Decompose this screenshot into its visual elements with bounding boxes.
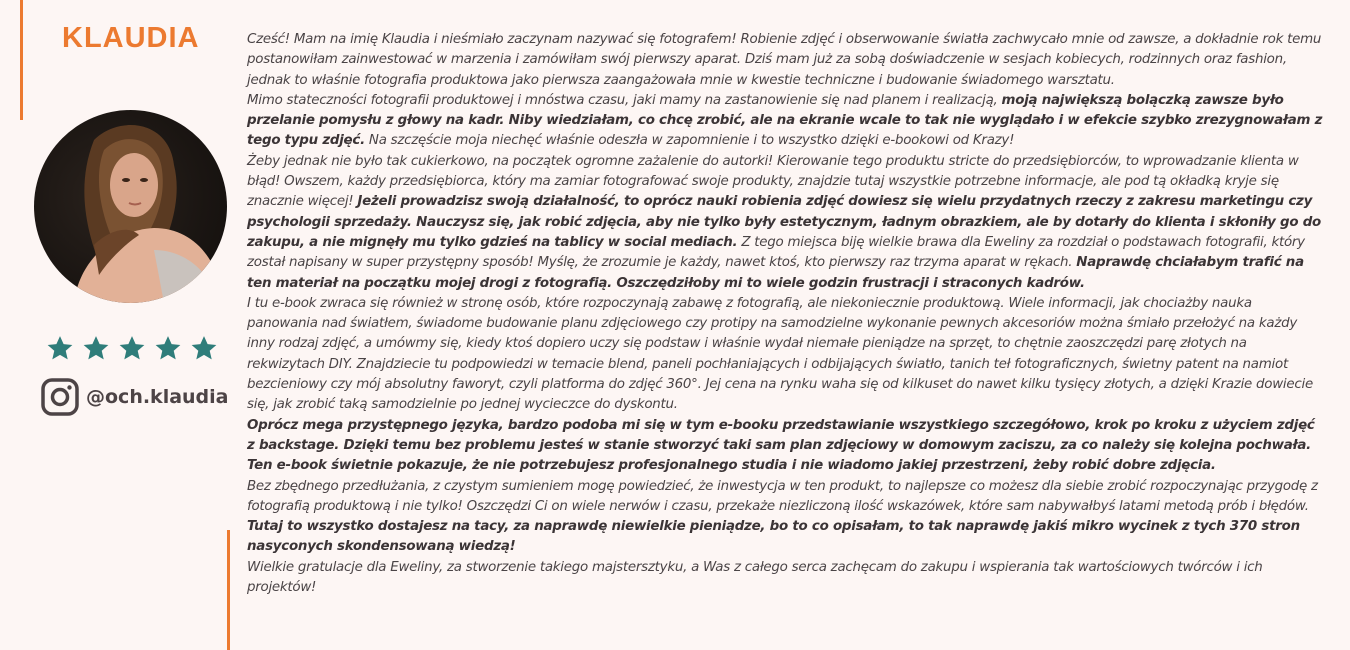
review-paragraph: Żeby jednak nie było tak cukierkowo, na początek ogromne zażalenie do autorki! Kierowanie tego produktu stricte do przedsiębiorców, to wprowadzanie klienta w błąd! Owszem, każdy przedsiębiorca, który ma zamiar fotografować swoje produkty, znajdzie tutaj wszystkie potrzebne informacje, ale pod tą okładką kryje się znacznie więcej! Jeżeli prowadzisz swoją działalność, to oprócz nauki robienia zdjęć dowiesz się wielu przydatnych rzeczy z zakresu marketingu czy psychologii sprzedaży. Nauczysz się, jak robić zdjęcia, aby nie tylko były estetycznym, ładnym obrazkiem, ale by dotarły do klienta i skłoniły go do zakupu, a nie mignęły mu tylko gdzieś na tablicy w social mediach. Z tego miejsca biję wielkie brawa dla Eweliny za rozdział o podstawach fotografii, który został napisany w super przystępny sposób! Myślę, że zrozumie je każdy, nawet ktoś, kto pierwszy raz trzyma aparat w rękach. Naprawdę chciałabym trafić na ten materiał na początku mojej drogi z fotografią. Oszczędziłoby mi to wiele godzin frustracji i straconych kadrów.	[247, 153, 1321, 291]
accent-line	[20, 0, 23, 120]
star-icon	[82, 334, 110, 362]
review-paragraph: Oprócz mega przystępnego języka, bardzo podoba mi się w tym e-booku przedstawianie wszystkiego szczegółowo, krok po kroku z użyciem zdjęć z backstage. Dzięki temu bez problemu jesteś w stanie stworzyć taki sam plan zdjęciowy w domowym zaciszu, za co należy się kolejna pochwała. Ten e-book świetnie pokazuje, że nie potrzebujesz profesjonalnego studia i nie wiadomo jakiej przestrzeni, żeby robić dobre zdjęcia.	[247, 417, 1315, 474]
star-icon	[190, 334, 218, 362]
review-paragraph: Wielkie gratulacje dla Eweliny, za stworzenie takiego majstersztyku, a Was z całego serca zachęcam do zakupu i wspierania tak wartościowych twórców i ich projektów!	[247, 559, 1263, 596]
rating-stars	[46, 334, 218, 362]
review-paragraph: Mimo stateczności fotografii produktowej i mnóstwa czasu, jaki mamy na zastanowienie się nad planem i realizacją, moją największą bolączką zawsze było przelanie pomysłu z głowy na kadr. Niby wiedziałam, co chcę zrobić, ale na ekranie wcale to tak nie wyglądało i w efekcie szybko zrezygnowałam z tego typu zdjęć. Na szczęście moja niechęć właśnie odeszła w zapomnienie i to wszystko dzięki e-bookowi od Krazy!	[247, 92, 1323, 149]
star-icon	[154, 334, 182, 362]
review-paragraph: Bez zbędnego przedłużania, z czystym sumieniem mogę powiedzieć, że inwestycja w ten produkt, to najlepsze co możesz dla siebie zrobić rozpoczynając przygodę z fotografią produktową i nie tylko! Oszczędzi Ci on wiele nerwów i czasu, przekaże niezliczoną ilość wskazówek, które sam nabywałbyś latami metodą prób i błędów.	[247, 478, 1318, 514]
instagram-icon	[40, 377, 80, 417]
review-text	[247, 30, 1325, 598]
instagram-handle[interactable]: @och.klaudia	[86, 386, 229, 408]
star-icon	[46, 334, 74, 362]
review-paragraph: Tutaj to wszystko dostajesz na tacy, za naprawdę niewielkie pieniądze, bo to co opisałam, to tak naprawdę jakiś mikro wycinek z tych 370 stron nasyconych skondensowaną wiedzą!	[247, 519, 1300, 555]
avatar-photo	[34, 110, 227, 303]
reviewer-name: KLAUDIA	[62, 22, 200, 54]
review-paragraph: I tu e-book zwraca się również w stronę osób, które rozpoczynają zabawę z fotografią, ale niekoniecznie produktową. Wiele informacji, jak chociażby nauka panowania nad światłem, świadome budowanie planu zdjęciowego czy protipy na samodzielne wykonanie pewnych akcesoriów można śmiało przełożyć na każdy inny rodzaj zdjęć, a umówmy się, kiedy ktoś dopiero uczy się podstaw i właśnie wydał niemałe pieniądze na sprzęt, to chętnie zaoszczędzi parę złotych na rekwizytach DIY. Znajdziecie tu podpowiedzi w temacie blend, paneli pochłaniających i odbijających światło, tanich teł fotograficznych, świetny patent na namiot bezcieniowy czy mój absolutny faworyt, czyli platforma do zdjęć 360°. Jej cena na rynku waha się od kilkuset do nawet kilku tysięcy złotych, a dzięki Krazie dowiecie się, jak zrobić taką samodzielnie po jednej wycieczce do dyskontu.	[247, 295, 1313, 413]
accent-line	[227, 530, 230, 650]
review-paragraph: Cześć! Mam na imię Klaudia i nieśmiało zaczynam nazywać się fotografem! Robienie zdjęć i obserwowanie światła zachwycało mnie od zawsze, a dokładnie rok temu postanowiłam zainwestować w marzenia i zamówiłam swój pierwszy aparat. Dziś mam już za sobą doświadczenie w sesjach kobiecych, rodzinnych oraz fashion, jednak to właśnie fotografia produktowa jako pierwsza zaangażowała mnie w kwestie techniczne i budowanie świadomego warsztatu.	[247, 32, 1322, 88]
avatar	[34, 110, 227, 303]
star-icon	[118, 334, 146, 362]
instagram-link[interactable]	[40, 377, 229, 417]
